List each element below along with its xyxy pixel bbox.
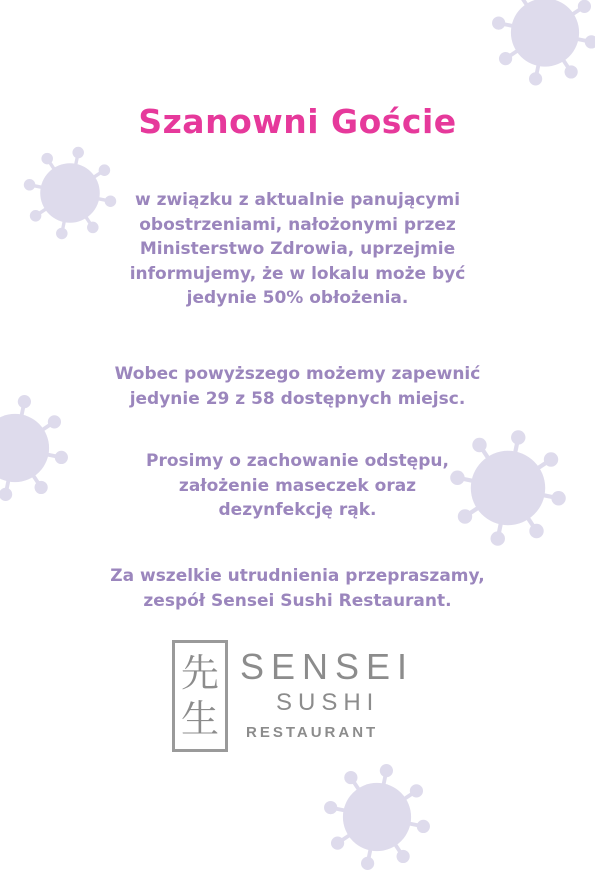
logo-text-sensei: SENSEI <box>240 646 415 687</box>
paragraph-line: jedynie 50% obłożenia. <box>186 288 409 308</box>
paragraph-line: jedynie 29 z 58 dostępnych miejsc. <box>129 388 466 409</box>
paragraph-line: Prosimy o zachowanie odstępu, <box>146 451 449 471</box>
logo-kanji: 先 <box>180 651 219 695</box>
logo-kanji: 生 <box>180 697 219 741</box>
virus-icon <box>490 0 595 90</box>
logo-text-restaurant: RESTAURANT <box>246 724 379 741</box>
logo-kanji-box <box>172 640 228 752</box>
notice-paragraph-restrictions <box>0 188 595 311</box>
paragraph-line: dezynfekcję rąk. <box>218 500 377 520</box>
paragraph-line: w związku z aktualnie panującymi <box>134 190 461 210</box>
paragraph-line: informujemy, że w lokalu może być <box>129 263 466 284</box>
sensei-sushi-logo <box>172 640 432 755</box>
notice-paragraph-rules <box>0 449 595 523</box>
paragraph-line: zespół Sensei Sushi Restaurant. <box>143 590 452 611</box>
virus-icon <box>322 762 432 872</box>
paragraph-line: Wobec powyższego możemy zapewnić <box>114 364 481 384</box>
paragraph-line: obostrzeniami, nałożonymi przez <box>139 214 456 235</box>
paragraph-line: Ministerstwo Zdrowia, uprzejmie <box>139 239 456 259</box>
paragraph-line: Za wszelkie utrudnienia przepraszamy, <box>110 566 485 586</box>
logo-text-sushi: SUSHI <box>276 689 380 716</box>
paragraph-line: założenie maseczek oraz <box>178 475 417 496</box>
notice-paragraph-apology <box>0 564 595 613</box>
notice-paragraph-seats <box>0 362 595 411</box>
page-title: Szanowni Goście <box>138 102 457 141</box>
